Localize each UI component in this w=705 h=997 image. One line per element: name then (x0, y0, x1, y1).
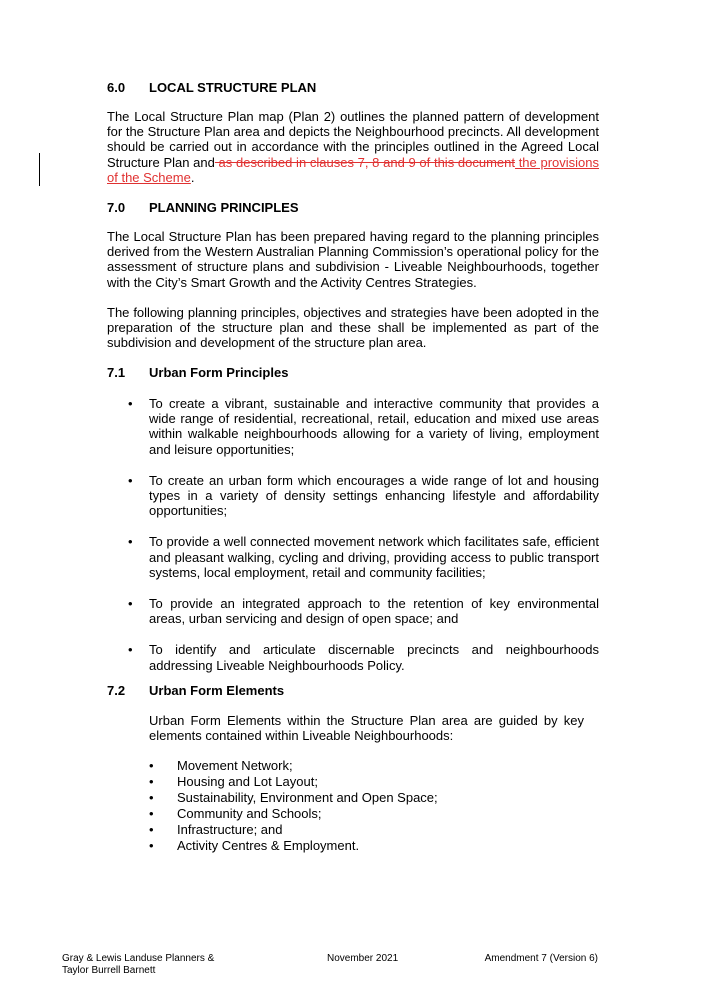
list-item (149, 774, 557, 789)
paragraph-text: The Local Structure Plan map (Plan 2) outlines the planned pattern of development for the Structure Plan area and depicts the Neighbourhood precincts. All development should be carried out in accordance with the principles outlined in the Agreed Local Structure Plan and (107, 109, 599, 170)
paragraph-local-structure-plan (107, 109, 599, 185)
section-number: 7.2 (107, 683, 126, 698)
bullet-icon: • (149, 838, 154, 853)
list-item-text: To provide a well connected movement network which facilitates safe, efficient and pleasant walking, cycling and driving, providing access to public transport systems, local employment, retail and community facilities; (149, 534, 599, 580)
deleted-text: as described in clauses 7, 8 and 9 of this document (214, 154, 515, 170)
section-title: Urban Form Elements (149, 683, 285, 698)
list-item-text: Sustainability, Environment and Open Space; (177, 790, 438, 805)
paragraph-end: . (190, 169, 195, 185)
list-item-text: Movement Network; (177, 758, 293, 773)
list-item-text: To provide an integrated approach to the retention of key environmental areas, urban servicing and design of open space; and (149, 596, 599, 627)
bullet-icon: • (128, 534, 133, 550)
list-item (149, 838, 557, 853)
section-heading-7-1 (107, 365, 288, 381)
section-title: PLANNING PRINCIPLES (149, 200, 299, 215)
list-item (128, 472, 599, 519)
urban-form-principles-list (128, 396, 599, 689)
list-item (128, 534, 599, 580)
bullet-icon: • (149, 806, 154, 821)
paragraph-adopted-principles: The following planning principles, objectives and strategies have been adopted in the preparation of the structure plan and these shall be implemented as part of the subdivision and development of the structure plan area. (107, 305, 599, 351)
list-item-text: Infrastructure; and (177, 822, 283, 837)
section-number: 7.0 (107, 200, 126, 215)
urban-form-elements-list (149, 758, 557, 854)
list-item-text: To create a vibrant, sustainable and interactive community that provides a wide range of residential, recreational, retail, education and mixed use areas within walkable neighbourhoods allowing for a variety of living, employment and leisure opportunities; (149, 396, 599, 457)
section-number: 6.0 (107, 80, 126, 95)
bullet-icon: • (149, 790, 154, 805)
list-item-text: To create an urban form which encourages a wide range of lot and housing types in a variety of density settings enhancing lifestyle and affordability opportunities; (149, 472, 599, 519)
bullet-icon: • (128, 472, 133, 488)
list-item-text: Housing and Lot Layout; (177, 774, 318, 789)
inserted-text: the provisions of the Scheme (107, 154, 599, 185)
list-item (149, 806, 557, 821)
section-heading-7-2 (107, 683, 284, 699)
section-number: 7.1 (107, 365, 126, 380)
footer-author (62, 953, 214, 977)
bullet-icon: • (149, 758, 154, 773)
section-title: Urban Form Principles (149, 365, 289, 380)
bullet-icon: • (128, 396, 133, 411)
list-item (128, 596, 599, 627)
footer-author-line-2: Taylor Burrell Barnett (62, 965, 156, 976)
footer-author-line-1: Gray & Lewis Landuse Planners & (62, 953, 215, 964)
footer-date: November 2021 (327, 953, 399, 964)
section-title: LOCAL STRUCTURE PLAN (149, 80, 317, 95)
list-item-text: Community and Schools; (177, 806, 322, 821)
bullet-icon: • (128, 642, 133, 658)
bullet-icon: • (149, 774, 154, 789)
list-item (149, 790, 557, 805)
list-item (149, 758, 557, 773)
section-heading-6-0 (107, 80, 316, 96)
list-item (128, 642, 599, 673)
change-bar (39, 153, 40, 186)
list-item-text: To identify and articulate discernable precincts and neighbourhoods addressing Liveable Neighbourhoods Policy. (149, 642, 599, 673)
section-heading-7-0 (107, 200, 299, 216)
list-item (149, 822, 557, 837)
paragraph-planning-principles: The Local Structure Plan has been prepared having regard to the planning principles derived from the Western Australian Planning Commission’s operational policy for the assessment of structure plans and subdivision - Liveable Neighbourhoods, together with the City’s Smart Growth and the Activity Centres Strategies. (107, 229, 599, 290)
list-item-text: Activity Centres & Employment. (177, 838, 360, 853)
bullet-icon: • (149, 822, 154, 837)
footer-amendment: Amendment 7 (Version 6) (484, 953, 598, 964)
paragraph-urban-form-elements: Urban Form Elements within the Structure Plan area are guided by key elements contained within Liveable Neighbourhoods: (149, 713, 584, 744)
list-item (128, 396, 599, 457)
bullet-icon: • (128, 596, 133, 612)
